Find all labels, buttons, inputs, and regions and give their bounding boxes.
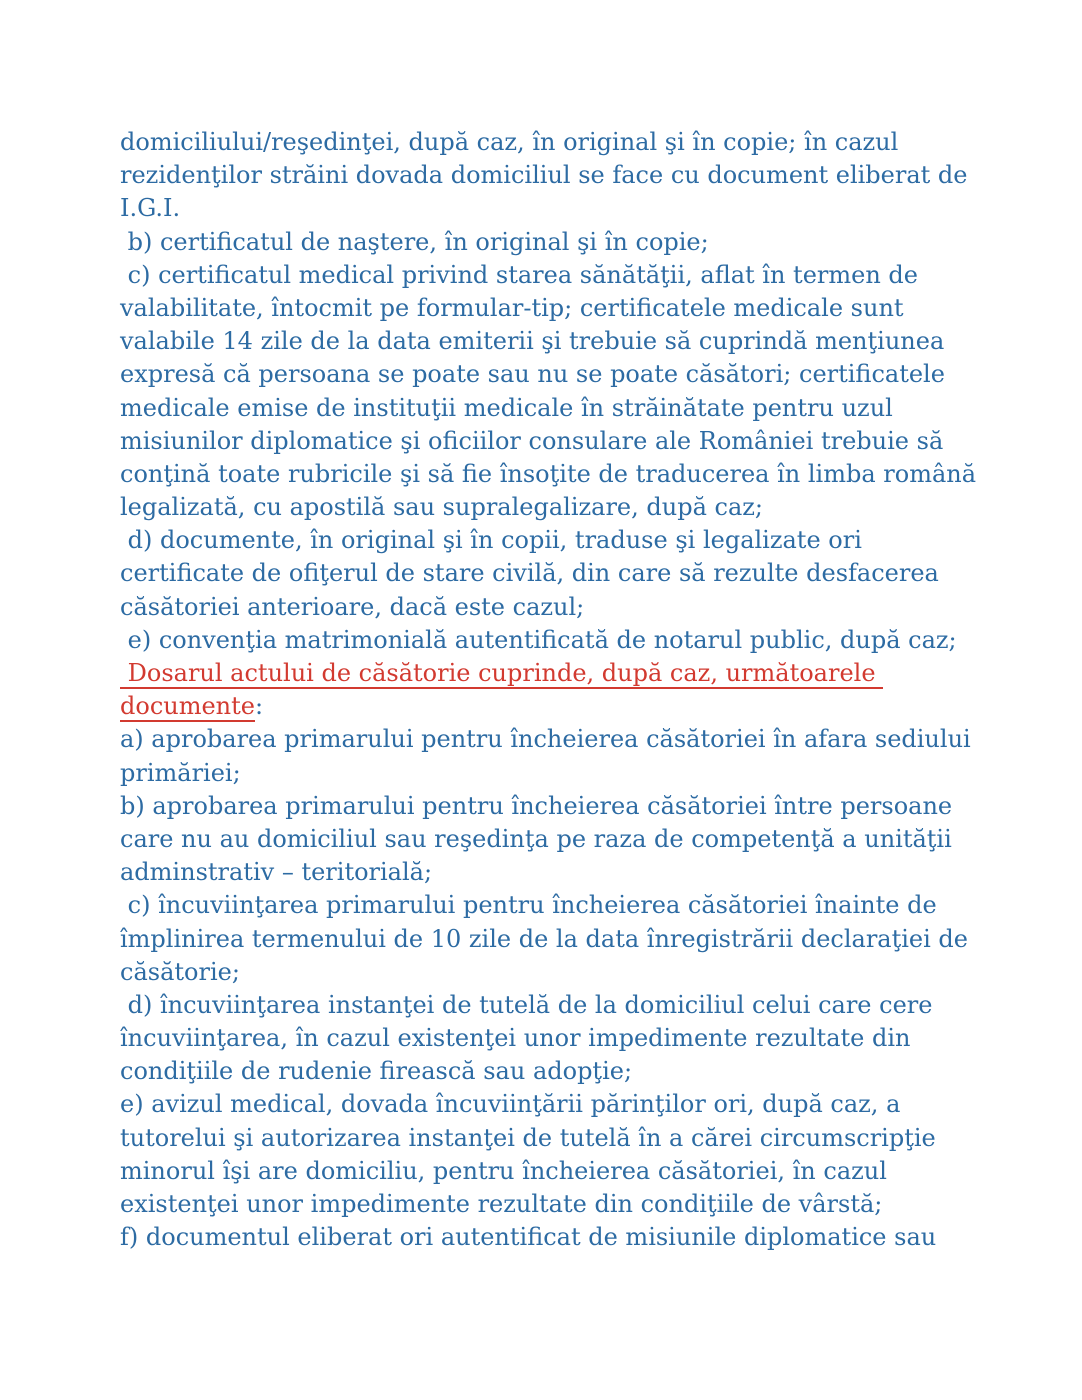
body-text-run: valabilitate, întocmit pe formular-tip; certificatele medicale sunt [120, 293, 904, 322]
text-line [120, 392, 1070, 425]
body-text-run: b) certificatul de naştere, în original şi în copie; [120, 227, 709, 256]
body-text-run: încuviinţarea, în cazul existenţei unor impedimente rezultate din [120, 1024, 911, 1053]
body-text-run: rezidenţilor străini dovada domiciliul se face cu document eliberat de [120, 161, 968, 190]
text-line [120, 557, 1070, 590]
body-text-run: căsătorie; [120, 957, 240, 986]
text-line [120, 591, 1070, 624]
text-line [120, 989, 1070, 1022]
text-line [120, 1022, 1070, 1055]
text-line [120, 325, 1070, 358]
body-text-run: condiţiile de rudenie firească sau adopţie; [120, 1057, 633, 1086]
body-text-run: care nu au domiciliul sau reşedinţa pe raza de competenţă a unităţii [120, 824, 952, 853]
body-text-run: : [254, 692, 264, 721]
body-text-run: I.G.I. [120, 194, 181, 223]
text-line [120, 1221, 1070, 1254]
body-text-run: valabile 14 zile de la data emiterii şi trebuie să cuprindă menţiunea [120, 327, 945, 356]
text-line [120, 856, 1070, 889]
body-text-run: căsătoriei anterioare, dacă este cazul; [120, 592, 585, 621]
body-text-run: primăriei; [120, 758, 241, 787]
body-text-run: misiunilor diplomatice şi oficiilor consulare ale României trebuie să [120, 426, 944, 455]
text-line [120, 889, 1070, 922]
body-text-run: d) încuviinţarea instanţei de tutelă de la domiciliul celui care cere [120, 990, 933, 1019]
text-line [120, 723, 1070, 756]
text-line [120, 259, 1070, 292]
body-text-run: certificate de ofiţerul de stare civilă, din care să rezulte desfacerea [120, 559, 939, 588]
text-line [120, 524, 1070, 557]
body-text-run: e) avizul medical, dovada încuviinţării părinţilor ori, după caz, a [120, 1090, 901, 1119]
text-line [120, 292, 1070, 325]
text-line [120, 192, 1070, 225]
document-text-block [120, 126, 1070, 1254]
text-line [120, 956, 1070, 989]
body-text-run: expresă că persoana se poate sau nu se poate căsători; certificatele [120, 360, 945, 389]
text-line [120, 923, 1070, 956]
body-text-run: adminstrativ – teritorială; [120, 858, 433, 887]
body-text-run: legalizată, cu apostilă sau supralegalizare, după caz; [120, 493, 763, 522]
text-line [120, 690, 1070, 723]
body-text-run: conţină toate rubricile şi să fie însoţite de traducerea în limba română [120, 459, 977, 488]
text-line [120, 358, 1070, 391]
body-text-run: a) aprobarea primarului pentru încheierea căsătoriei în afara sediului [120, 725, 971, 754]
body-text-run: b) aprobarea primarului pentru încheierea căsătoriei între persoane [120, 791, 953, 820]
text-line [120, 425, 1070, 458]
text-line [120, 1088, 1070, 1121]
body-text-run: tutorelui şi autorizarea instanţei de tutelă în a cărei circumscripţie [120, 1123, 936, 1152]
body-text-run: d) documente, în original şi în copii, traduse şi legalizate ori [120, 526, 862, 555]
body-text-run: împlinirea termenului de 10 zile de la data înregistrării declaraţiei de [120, 924, 968, 953]
text-line [120, 126, 1070, 159]
body-text-run: c) certificatul medical privind starea sănătăţii, aflat în termen de [120, 260, 918, 289]
text-line [120, 1055, 1070, 1088]
text-line [120, 657, 1070, 690]
text-line [120, 1122, 1070, 1155]
text-line [120, 1155, 1070, 1188]
text-line [120, 823, 1070, 856]
text-line [120, 1188, 1070, 1221]
body-text-run: minorul îşi are domiciliu, pentru încheierea căsătoriei, în cazul [120, 1156, 887, 1185]
body-text-run: c) încuviinţarea primarului pentru încheierea căsătoriei înainte de [120, 891, 937, 920]
body-text-run: f) documentul eliberat ori autentificat de misiunile diplomatice sau [120, 1223, 937, 1252]
body-text-run: e) convenţia matrimonială autentificată de notarul public, după caz; [120, 625, 957, 654]
body-text-run: existenţei unor impedimente rezultate din condiţiile de vârstă; [120, 1190, 883, 1218]
text-line [120, 790, 1070, 823]
body-text-run: medicale emise de instituţii medicale în străinătate pentru uzul [120, 393, 893, 422]
text-line [120, 226, 1070, 259]
text-line [120, 159, 1070, 192]
body-text-run: domiciliului/reşedinţei, după caz, în original şi în copie; în cazul [120, 128, 899, 156]
heading-text-run: documente [120, 692, 255, 721]
text-line [120, 491, 1070, 524]
text-line [120, 624, 1070, 657]
heading-text-run: Dosarul actului de căsătorie cuprinde, după caz, următoarele [120, 659, 884, 687]
text-line [120, 458, 1070, 491]
text-line [120, 757, 1070, 790]
